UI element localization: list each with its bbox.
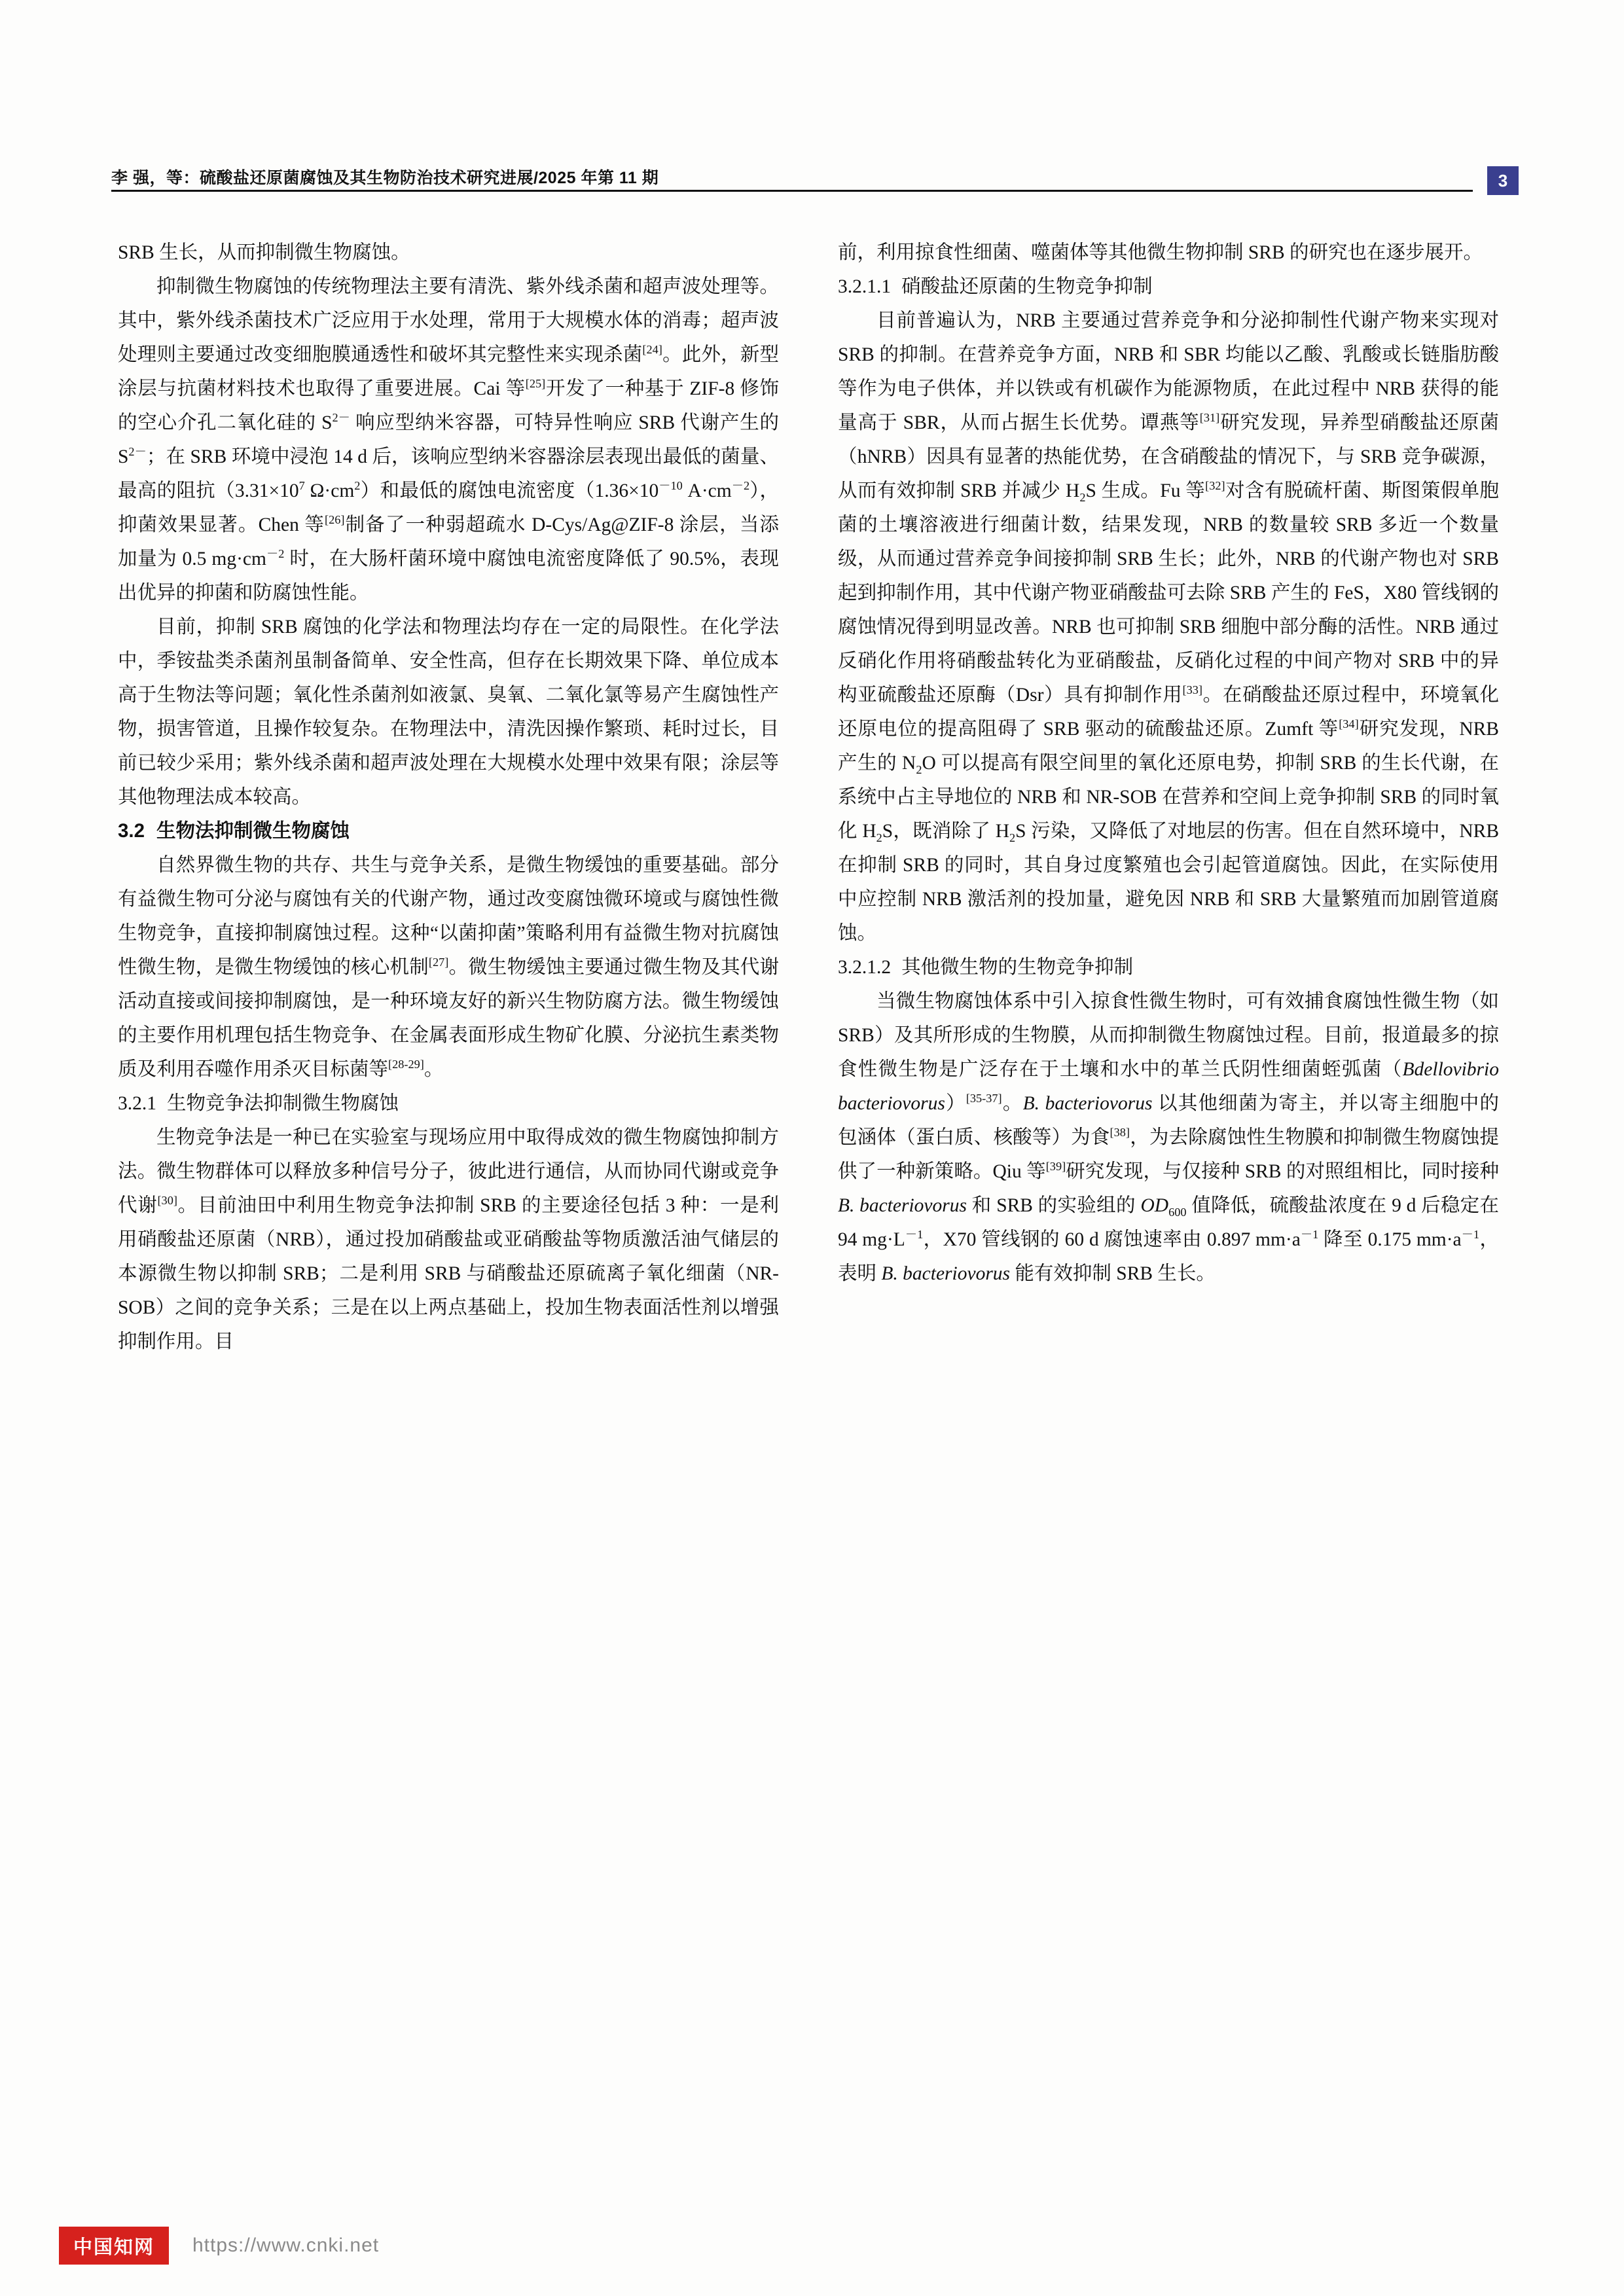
citation-ref: [34]	[1339, 717, 1359, 731]
paragraph: 目前，抑制 SRB 腐蚀的化学法和物理法均存在一定的局限性。在化学法中，季铵盐类杀菌剂虽制备简单、安全性高，但存在长期效果下降、单位成本高于生物法等问题；氧化性杀菌剂如液氯、臭氧、二氧化氯等易产生腐蚀性产物，损害管道，且操作较复杂。在物理法中，清洗因操作繁琐、耗时过长，目前已较少采用；紫外线杀菌和超声波处理在大规模水处理中效果有限；涂层等其他物理法成本较高。	[118, 617, 779, 808]
cnki-watermark	[59, 2227, 379, 2265]
superscript: －1	[1300, 1228, 1319, 1242]
page-number-badge: 3	[1487, 166, 1519, 195]
header-rule	[111, 190, 1473, 192]
subscript: 2	[916, 762, 922, 776]
superscript: 2	[354, 479, 361, 493]
superscript: 2－	[332, 411, 350, 425]
section-title: 硝酸盐还原菌的生物竞争抑制	[901, 276, 1153, 297]
paragraph: 目前普遍认为，NRB 主要通过营养竞争和分泌抑制性代谢产物来实现对 SRB 的抑制。在营养竞争方面，NRB 和 SBR 均能以乙酸、乳酸或长链脂肪酸等作为电子供体，并以铁或有机碳作为能源物质，在此过程中 NRB 获得的能量高于 SBR，从而占据生长优势。谭燕等[31]研究发现，异养型硝酸盐还原菌（hNRB）因具有显著的热能优势，在含硝酸盐的情况下，与 SRB 竞争碳源，从而有效抑制 SRB 并减少 $H_2S$ 生成。Fu 等[32]对含有脱硫杆菌、斯图策假单胞菌的土壤溶液进行细菌计数，结果发现，NRB 的数量较 SRB 多近一个数量级，从而通过营养竞争间接抑制 SRB 生长；此外，NRB 的代谢产物也对 SRB 起到抑制作用，其中代谢产物亚硝酸盐可去除 SRB 产生的 FeS，X80 管线钢的腐蚀情况得到明显改善。NRB 也可抑制 SRB 细胞中部分酶的活性。NRB 通过反硝化作用将硝酸盐转化为亚硝酸盐，反硝化过程的中间产物对 SRB 中的异构亚硫酸盐还原酶（Dsr）具有抑制作用[33]。在硝酸盐还原过程中，环境氧化还原电位的提高阻碍了 SRB 驱动的硫酸盐还原。Zumft 等[34]研究发现，NRB 产生的 $N_2O$ 可以提高有限空间里的氧化还原电势，抑制 SRB 的生长代谢，在系统中占主导地位的 NRB 和 NR-SOB 在营养和空间上竞争抑制 SRB 的同时氧化 $H_2S$，既消除了 $H_2S$ 污染，又降低了对地层的伤害。但在自然环境中，NRB 在抑制 SRB 的同时，其自身过度繁殖也会引起管道腐蚀。因此，在实际使用中应控制 NRB 激活剂的投加量，避免因 NRB 和 SRB 大量繁殖而加剧管道腐蚀。	[838, 310, 1499, 944]
paragraph: 自然界微生物的共存、共生与竞争关系，是微生物缓蚀的重要基础。部分有益微生物可分泌与腐蚀有关的代谢产物，通过改变腐蚀微环境或与腐蚀性微生物竞争，直接抑制腐蚀过程。这种“以菌抑菌”策略利用有益微生物对抗腐蚀性微生物，是微生物缓蚀的核心机制[27]。微生物缓蚀主要通过微生物及其代谢活动直接或间接抑制腐蚀，是一种环境友好的新兴生物防腐方法。微生物缓蚀的主要作用机理包括生物竞争、在金属表面形成生物矿化膜、分泌抗生素类物质及利用吞噬作用杀灭目标菌等[28-29]。	[118, 855, 779, 1080]
citation-ref: [27]	[428, 956, 449, 969]
citation-ref: [33]	[1182, 683, 1202, 697]
citation-ref: [38]	[1110, 1126, 1130, 1139]
section-title: 生物竞争法抑制微生物腐蚀	[167, 1093, 399, 1114]
paragraph: 生物竞争法是一种已在实验室与现场应用中取得成效的微生物腐蚀抑制方法。微生物群体可以释放多种信号分子，彼此进行通信，从而协同代谢或竞争代谢[30]。目前油田中利用生物竞争法抑制 SRB 的主要途径包括 3 种：一是利用硝酸盐还原菌（NRB），通过投加硝酸盐或亚硝酸盐等物质激活油气储层的本源微生物以抑制 SRB；二是利用 SRB 与硝酸盐还原硫离子氧化细菌（NR-SOB）之间的竞争关系；三是在以上两点基础上，投加生物表面活性剂以增强抑制作用。目	[118, 1127, 779, 1352]
subscript: 2	[1009, 831, 1016, 844]
subscript: 600	[1168, 1205, 1187, 1219]
paragraph: SRB 生长，从而抑制微生物腐蚀。	[118, 242, 410, 263]
subscript: 2	[876, 831, 882, 844]
section-number: 3.2.1.1	[838, 276, 892, 297]
section-number: 3.2.1	[118, 1093, 156, 1114]
running-title: 李 强，等：硫酸盐还原菌腐蚀及其生物防治技术研究进展/2025 年第 11 期	[111, 169, 659, 187]
superscript: －1	[905, 1228, 924, 1242]
section-title: 其他微生物的生物竞争抑制	[901, 957, 1134, 978]
subscript: 2	[1079, 490, 1086, 504]
right-column	[838, 236, 1499, 1291]
section-heading-3-2-1	[118, 1086, 779, 1121]
paragraph: 前，利用掠食性细菌、噬菌体等其他微生物抑制 SRB 的研究也在逐步展开。	[838, 242, 1483, 263]
superscript: 2－	[128, 445, 147, 459]
paragraph: 抑制微生物腐蚀的传统物理法主要有清洗、紫外线杀菌和超声波处理等。其中，紫外线杀菌技术广泛应用于水处理，常用于大规模水体的消毒；超声波处理则主要通过改变细胞膜通透性和破坏其完整性来实现杀菌[24]。此外，新型涂层与抗菌材料技术也取得了重要进展。Cai 等[25]开发了一种基于 ZIF-8 修饰的空心介孔二氧化硅的 $S^{2-}$ 响应型纳米容器，可特异性响应 SRB 代谢产生的 $S^{2-}$；在 SRB 环境中浸泡 14 d 后，该响应型纳米容器涂层表现出最低的菌量、最高的阻抗（$3.31\times 10^7$ $\Omega\cdot cm^2$）和最低的腐蚀电流密度（$1.36\times 10^{-10}$ $A\cdot cm^{-2}$），抑菌效果显著。Chen 等[26]制备了一种弱超疏水 D-Cys/Ag@ZIF-8 涂层，当添加量为 0.5 $mg\cdot cm^{-2}$ 时，在大肠杆菌环境中腐蚀电流密度降低了 90.5%，表现出优异的抑菌和防腐蚀性能。	[118, 276, 780, 603]
citation-ref: [39]	[1045, 1160, 1066, 1174]
citation-ref: [28-29]	[388, 1058, 424, 1071]
section-number: 3.2	[118, 820, 145, 842]
citation-ref: [24]	[642, 343, 662, 357]
citation-ref: [35-37]	[965, 1092, 1002, 1105]
species-name: B. bacteriovorus	[1022, 1093, 1153, 1114]
section-number: 3.2.1.2	[838, 957, 892, 978]
citation-ref: [30]	[157, 1194, 177, 1208]
cnki-logo: 中国知网	[59, 2227, 169, 2265]
citation-ref: [31]	[1199, 411, 1220, 425]
species-name: Bdellovibrio bacteriovorus	[838, 1059, 1499, 1114]
superscript: －2	[266, 547, 285, 561]
section-heading-3-2-1-2	[838, 950, 1499, 984]
citation-ref: [25]	[525, 377, 546, 391]
species-name: B. bacteriovorus	[838, 1195, 967, 1216]
section-heading-3-2-1-1	[838, 270, 1499, 304]
section-title: 生物法抑制微生物腐蚀	[156, 820, 350, 842]
paragraph: 当微生物腐蚀体系中引入掠食性微生物时，可有效捕食腐蚀性微生物（如 SRB）及其所形成的生物膜，从而抑制微生物腐蚀过程。目前，报道最多的掠食性微生物是广泛存在于土壤和水中的革兰氏阴性细菌蛭弧菌（Bdellovibrio bacteriovorus）[35-37]。B. bacteriovorus 以其他细菌为寄主，并以寄主细胞中的包涵体（蛋白质、核酸等）为食[38]，为去除腐蚀性生物膜和抑制微生物腐蚀提供了一种新策略。Qiu 等[39]研究发现，与仅接种 SRB 的对照组相比，同时接种 B. bacteriovorus 和 SRB 的实验组的 $OD_{600}$ 值降低，硫酸盐浓度在 9 d 后稳定在 94 $mg\cdot L^{-1}$，X70 管线钢的 60 d 腐蚀速率由 0.897 $mm\cdot a^{-1}$ 降至 0.175 $mm\cdot a^{-1}$，表明 B. bacteriovorus 能有效抑制 SRB 生长。	[838, 991, 1499, 1284]
citation-ref: [32]	[1205, 479, 1225, 493]
left-column	[118, 236, 779, 1359]
superscript: －2	[731, 479, 750, 493]
page-header	[111, 165, 1519, 195]
superscript: 7	[298, 479, 305, 493]
section-heading-3-2	[118, 814, 779, 848]
superscript: －10	[659, 479, 683, 493]
citation-ref: [26]	[325, 513, 345, 527]
species-name: B. bacteriovorus	[881, 1263, 1011, 1284]
cnki-url: https://www.cnki.net	[192, 2234, 380, 2256]
measure-symbol: OD	[1140, 1195, 1169, 1216]
superscript: －1	[1461, 1228, 1480, 1242]
